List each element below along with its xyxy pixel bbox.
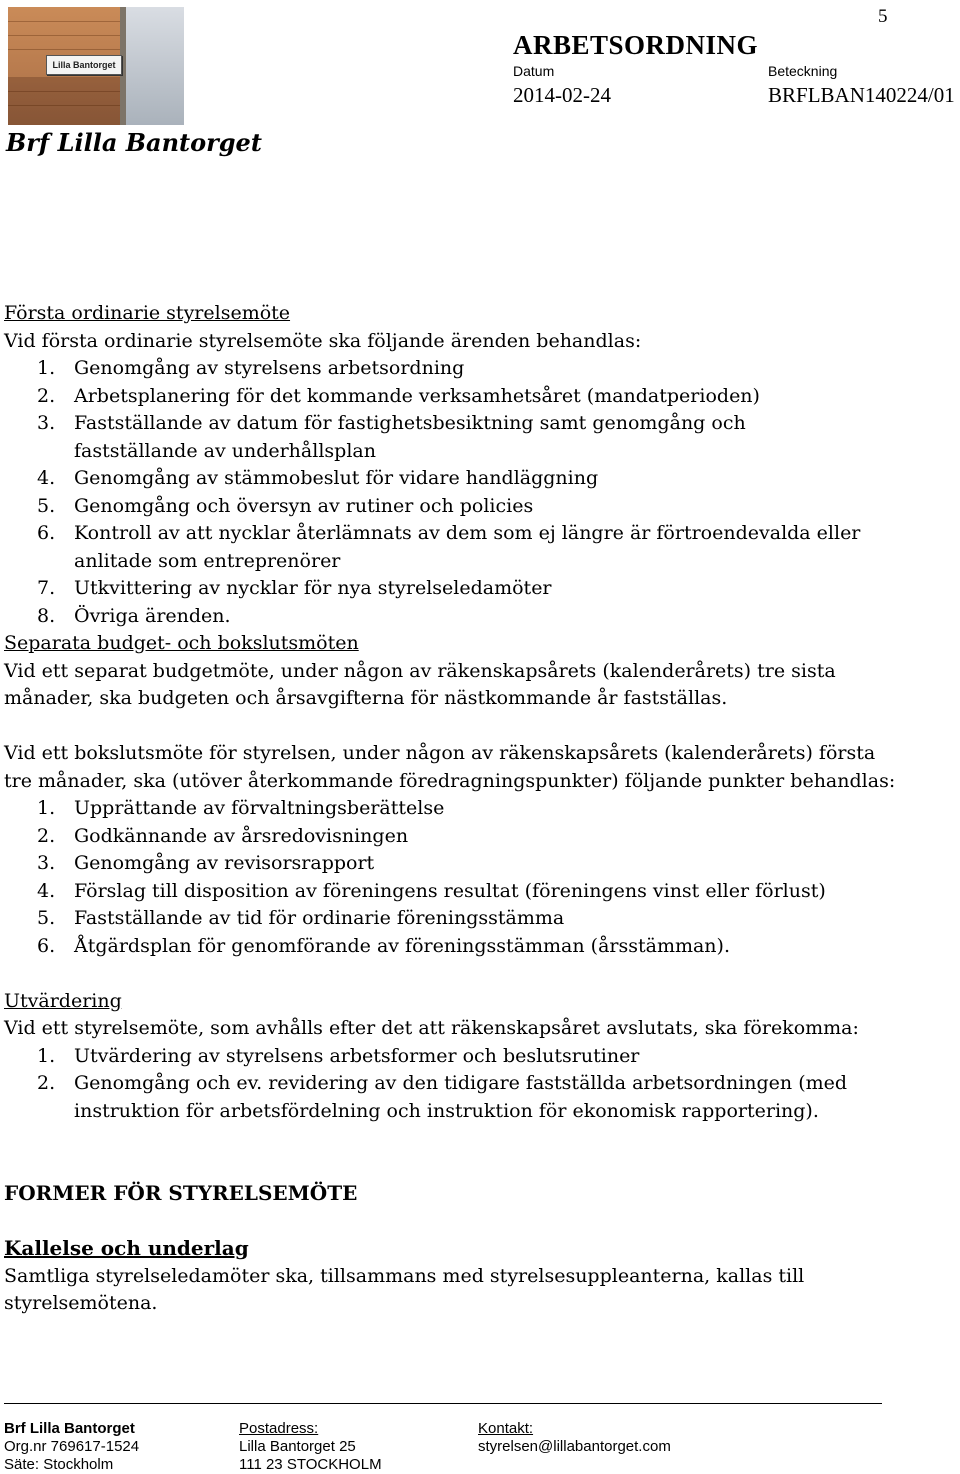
list-item [4, 795, 944, 823]
footer-postal-street: Lilla Bantorget 25 [239, 1438, 356, 1455]
list-item [4, 850, 944, 878]
list-item [4, 905, 944, 933]
list-item [4, 493, 944, 521]
first-meeting-intro: Vid första ordinarie styrelsemöte ska följande ärenden behandlas: [4, 329, 642, 352]
list-item [4, 878, 944, 906]
footer-contact-email[interactable]: styrelsen@lillabantorget.com [478, 1438, 671, 1455]
list-item-number: 4. [37, 879, 56, 902]
list-item [4, 410, 944, 465]
list-item-text: Genomgång av revisorsrapport [74, 852, 375, 874]
list-item-text: Förslag till disposition av föreningens resultat (föreningens vinst eller förlust) [74, 879, 826, 902]
list-item-number: 1. [37, 1044, 56, 1067]
list-item-text: Godkännande av årsredovisningen [74, 824, 409, 847]
footer-org-block [4, 1420, 139, 1474]
document-title: ARBETSORDNING [513, 30, 759, 60]
footer-seat: Säte: Stockholm [4, 1456, 114, 1473]
list-item-text: Genomgång av styrelsens arbetsordning [74, 357, 465, 379]
first-meeting-list [4, 355, 944, 630]
list-item [4, 933, 944, 961]
list-item [4, 1043, 944, 1071]
page-number: 5 [878, 6, 888, 27]
list-item-text: Fastställande av tid för ordinarie föreningsstämma [74, 907, 565, 929]
list-item-number: 1. [37, 797, 56, 819]
evaluation-intro: Vid ett styrelsemöte, som avhålls efter det att räkenskapsåret avslutats, ska förekomma: [4, 1017, 859, 1039]
list-item [4, 520, 944, 575]
list-item-text: Arbetsplanering för det kommande verksamhetsåret (mandatperioden) [74, 384, 760, 407]
footer-org-name: Brf Lilla Bantorget [4, 1420, 135, 1437]
list-item [4, 603, 944, 631]
list-item-number: 2. [37, 824, 56, 847]
footer-contact-label: Kontakt: [478, 1420, 534, 1437]
footer-contact-block [478, 1420, 671, 1456]
list-item-text: Utkvittering av nycklar för nya styrelseledamöter [74, 577, 552, 599]
date-value: 2014-02-24 [513, 83, 611, 107]
footer-postal-block [239, 1420, 382, 1474]
closing-meeting-list [4, 795, 944, 960]
section-heading-budget: Separata budget- och bokslutsmöten [4, 632, 359, 654]
list-item-text: Åtgärdsplan för genomförande av föreningsstämman (årsstämman). [74, 934, 730, 957]
footer-divider [4, 1403, 882, 1404]
list-item [4, 823, 944, 851]
list-item [4, 383, 944, 411]
list-item-text: Genomgång och ev. revidering av den tidigare fastställda arbetsordningen (med instruktion för arbetsfördelning och instruktion för ekonomisk rapportering). [74, 1072, 848, 1122]
logo-street-sign: Lilla Bantorget [46, 55, 122, 75]
reference-label: Beteckning [768, 63, 838, 79]
reference-value: BRFLBAN140224/01 [768, 83, 955, 107]
list-item-number: 7. [37, 577, 56, 599]
list-item-number: 6. [37, 522, 56, 544]
list-item-text: Övriga ärenden. [74, 604, 231, 627]
subheading-notice-and-documents: Kallelse och underlag [4, 1236, 249, 1260]
list-item-text: Genomgång och översyn av rutiner och policies [74, 494, 534, 517]
organization-name: Brf Lilla Bantorget [6, 128, 262, 157]
list-item [4, 355, 944, 383]
closing-meeting-paragraph: Vid ett bokslutsmöte för styrelsen, under någon av räkenskapsårets (kalenderårets) första tre månader, ska (utöver återkommande föredragningspunkter) följande punkter behandlas: [4, 742, 896, 792]
association-logo-photo [8, 7, 184, 125]
list-item-number: 4. [37, 467, 56, 489]
list-item-number: 2. [37, 384, 56, 407]
footer-postal-city: 111 23 STOCKHOLM [239, 1456, 382, 1473]
list-item [4, 575, 944, 603]
list-item-number: 2. [37, 1072, 56, 1094]
list-item-number: 5. [37, 494, 56, 517]
list-item-number: 3. [37, 412, 56, 434]
list-item-text: Utvärdering av styrelsens arbetsformer och beslutsrutiner [74, 1044, 640, 1067]
list-item [4, 465, 944, 493]
list-item-number: 6. [37, 934, 56, 957]
list-item-number: 1. [37, 357, 56, 379]
section-heading-first-meeting: Första ordinarie styrelsemöte [4, 302, 291, 324]
date-label: Datum [513, 63, 555, 79]
section-heading-forms: FORMER FÖR STYRELSEMÖTE [4, 1181, 358, 1205]
list-item [4, 1070, 944, 1125]
notice-paragraph: Samtliga styrelseledamöter ska, tillsammans med styrelsesuppleanterna, kallas till styrelsemötena. [4, 1264, 805, 1314]
budget-paragraph: Vid ett separat budgetmöte, under någon av räkenskapsårets (kalenderårets) tre sista månader, ska budgeten och årsavgifterna för nästkommande år fastställas. [4, 659, 836, 709]
list-item-text: Kontroll av att nycklar återlämnats av dem som ej längre är förtroendevalda eller anlitade som entreprenörer [74, 522, 861, 572]
evaluation-list [4, 1043, 944, 1126]
list-item-text: Genomgång av stämmobeslut för vidare handläggning [74, 467, 599, 489]
list-item-text: Fastställande av datum för fastighetsbesiktning samt genomgång och fastställande av underhållsplan [74, 412, 746, 462]
list-item-number: 3. [37, 852, 56, 874]
document-body [4, 300, 944, 1318]
list-item-number: 8. [37, 604, 56, 627]
list-item-text: Upprättande av förvaltningsberättelse [74, 797, 445, 819]
list-item-number: 5. [37, 907, 56, 929]
footer-postal-label: Postadress: [239, 1420, 319, 1437]
footer-org-number: Org.nr 769617-1524 [4, 1438, 140, 1455]
section-heading-evaluation: Utvärdering [4, 989, 122, 1012]
